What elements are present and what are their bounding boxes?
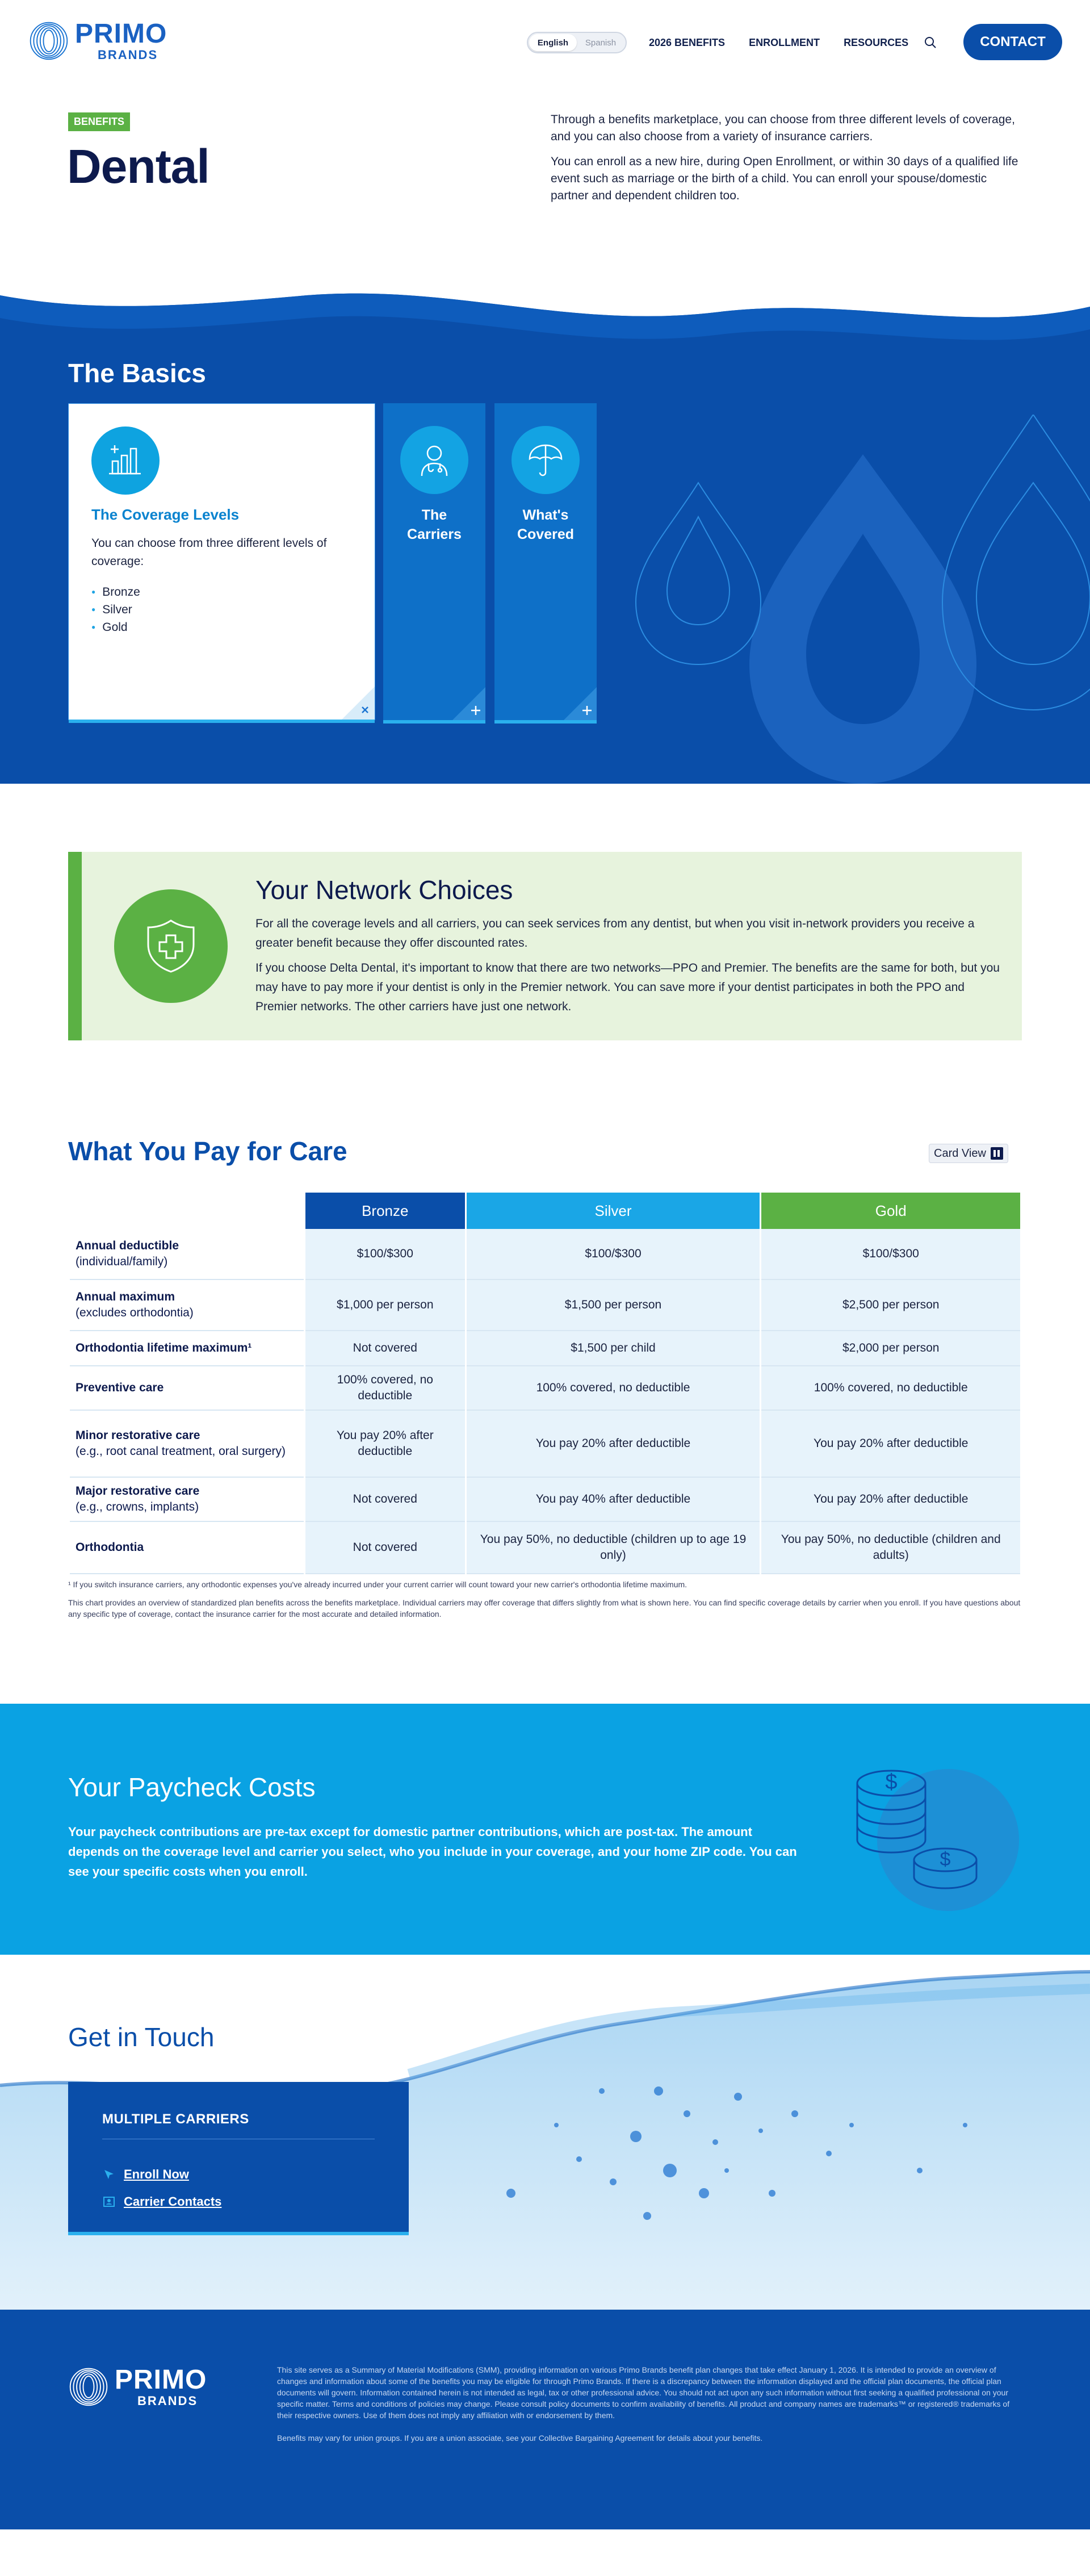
row-label (70, 1331, 304, 1366)
site-header (0, 0, 1090, 85)
table-cell: $100/$300 (761, 1229, 1020, 1280)
paycheck-text: Your paycheck contributions are pre-tax except for domestic partner contributions, which are post-tax. The amount depends on the coverage level and carrier you select, who you include in your coverage, and your home ZIP code. You can see your specific costs when you enroll. (68, 1825, 797, 1879)
table-cell: Not covered (305, 1331, 465, 1366)
pay-title: What You Pay for Care (68, 1136, 347, 1166)
row-label-title: Preventive care (76, 1381, 164, 1394)
table-cell: $1,000 per person (305, 1280, 465, 1331)
disclaimer-paragraph: Benefits may vary for union groups. If you are a union associate, see your Collective Bargaining Agreement for details about your benefits. (277, 2433, 763, 2443)
table-cell: You pay 50%, no deductible (children up to age 19 only) (467, 1522, 760, 1574)
coverage-card-desc: You can choose from three different levels of coverage: (91, 537, 327, 568)
nav-2026-benefits[interactable]: 2026 BENEFITS (649, 37, 726, 48)
water-drops-decoration (624, 415, 1090, 784)
row-label-title: Annual maximum (76, 1290, 175, 1303)
table-body (70, 1229, 1020, 1574)
table-corner (70, 1193, 304, 1229)
row-label-title: Major restorative care (76, 1484, 200, 1498)
language-toggle[interactable] (527, 32, 627, 53)
hero-section (0, 85, 1090, 273)
table-cell: You pay 50%, no deductible (children and adults) (761, 1522, 1020, 1574)
contact-section (0, 1955, 1090, 2310)
coins-icon (840, 1743, 1028, 1925)
primo-brands-logo[interactable] (27, 19, 167, 62)
close-icon[interactable] (342, 687, 375, 720)
table-cell: You pay 20% after deductible (305, 1411, 465, 1478)
lang-english[interactable]: English (529, 34, 577, 51)
network-callout (68, 852, 1022, 1040)
card-accent (383, 720, 485, 724)
pay-section (0, 1136, 1090, 1704)
cursor-click-icon (102, 2168, 116, 2181)
table-row (70, 1478, 1020, 1522)
coverage-levels-card[interactable] (68, 403, 375, 720)
enroll-now-label: Enroll Now (124, 2167, 189, 2181)
lang-spanish[interactable]: Spanish (585, 37, 617, 48)
row-label-sub: (e.g., root canal treatment, oral surgery) (76, 1445, 286, 1458)
footnote: ¹ If you switch insurance carriers, any orthodontic expenses you've already incurred under your current carrier will count toward your new carrier's orthodontia lifetime maximum. (68, 1580, 687, 1589)
table-row (70, 1411, 1020, 1478)
basics-title: The Basics (68, 358, 206, 388)
brand-name: PRIMO (75, 19, 167, 49)
search-button[interactable] (921, 33, 940, 52)
column-header-gold: Gold (761, 1193, 1020, 1229)
table-cell: You pay 20% after deductible (761, 1411, 1020, 1478)
row-label (70, 1280, 304, 1331)
row-label-sub: (excludes orthodontia) (76, 1306, 194, 1319)
table-cell: $100/$300 (467, 1229, 760, 1280)
disclaimer-paragraph: This site serves as a Summary of Material Modifications (SMM), providing information on various Primo Brands benefit plan changes that take effect January 1, 2026. It is intended to provide an overview of changes and information about some of the benefits you may be eligible for through Primo Brands. If there is a discrepancy between the information displayed and the official plan documents, the official plan documents will govern. Information contained herein is not intended as legal, tax or other professional advice. You should not act upon any such information without first seeking a qualified professional on your specific matter. Terms and conditions of policies may change. Please consult policy documents to confirm availability of benefits. All product and company names are trademarks™ or registered® trademarks of their respective owners. Use of them does not imply any affiliation with or endorsement by them. (277, 2365, 1010, 2420)
coverage-card-title: The Coverage Levels (91, 506, 240, 523)
carriers-box-title: MULTIPLE CARRIERS (102, 2111, 249, 2127)
table-cell: You pay 20% after deductible (467, 1411, 760, 1478)
box-accent (68, 2232, 409, 2235)
table-cell: You pay 40% after deductible (467, 1478, 760, 1522)
network-text (255, 914, 1005, 1017)
whats-covered-card-label: What's Covered (517, 507, 575, 542)
column-header-bronze: Bronze (305, 1193, 465, 1229)
shield-icon (114, 889, 228, 1003)
chart-icon (91, 426, 160, 495)
svg-text:$: $ (940, 1849, 951, 1870)
footer-logo[interactable] (67, 2365, 207, 2408)
row-label-title: Orthodontia (76, 1541, 144, 1554)
footnote: This chart provides an overview of standardized plan benefits across the benefits marketplace. Individual carriers may offer coverage that differs slightly from what is shown here. You can find specific coverage details by carrier when you enroll. If you have questions about any specific type of coverage, contact the insurance carrier for the most accurate and detailed information. (68, 1598, 1021, 1619)
carriers-card-label: The Carriers (407, 507, 462, 542)
coverage-table (68, 1193, 1022, 1574)
table-row (70, 1366, 1020, 1411)
coverage-level-list (91, 583, 140, 636)
contact-title: Get in Touch (68, 2022, 215, 2052)
brand-name: PRIMO (115, 2365, 207, 2395)
carrier-contacts-link[interactable] (102, 2194, 221, 2209)
table-cell: You pay 20% after deductible (761, 1478, 1020, 1522)
list-item: ● Bronze (91, 583, 140, 601)
plus-icon[interactable] (452, 687, 485, 720)
table-cell: 100% covered, no deductible (305, 1366, 465, 1411)
main-nav (649, 33, 908, 52)
paycheck-section (0, 1704, 1090, 1955)
doctor-icon (400, 426, 468, 494)
table-row (70, 1522, 1020, 1574)
table-row (70, 1280, 1020, 1331)
plus-icon[interactable] (564, 687, 597, 720)
row-label-title: Minor restorative care (76, 1429, 200, 1442)
row-label (70, 1411, 304, 1478)
card-view-toggle[interactable] (929, 1144, 1008, 1163)
row-label (70, 1522, 304, 1574)
row-label (70, 1366, 304, 1411)
section-badge: BENEFITS (68, 112, 130, 131)
page-title: Dental (67, 140, 209, 193)
svg-text:$: $ (885, 1770, 898, 1794)
table-cell: $1,500 per child (467, 1331, 760, 1366)
table-row (70, 1229, 1020, 1280)
table-cell: $2,000 per person (761, 1331, 1020, 1366)
table-cell: $100/$300 (305, 1229, 465, 1280)
primo-swirl-icon (27, 19, 70, 62)
paycheck-title: Your Paycheck Costs (68, 1772, 316, 1802)
primo-swirl-icon (67, 2365, 110, 2408)
brand-subname: BRANDS (137, 2394, 198, 2408)
whats-covered-card[interactable] (494, 403, 597, 720)
table-cell: Not covered (305, 1478, 465, 1522)
table-cell: $1,500 per person (467, 1280, 760, 1331)
card-view-icon (991, 1147, 1003, 1160)
contact-button[interactable]: CONTACT (963, 24, 1062, 60)
footer-disclaimer (277, 2364, 1026, 2444)
enroll-now-link[interactable] (102, 2167, 189, 2182)
hero-intro (551, 111, 1022, 204)
search-icon (924, 36, 937, 49)
brand-subname: BRANDS (98, 48, 158, 62)
hero-paragraph: Through a benefits marketplace, you can choose from three different levels of coverage, and you can also choose from a variety of insurance carriers. (551, 113, 1015, 143)
table-cell: $2,500 per person (761, 1280, 1020, 1331)
contact-card-icon (102, 2195, 116, 2209)
card-accent (494, 720, 597, 724)
list-item: ● Silver (91, 601, 140, 618)
carriers-card[interactable] (383, 403, 485, 720)
row-label (70, 1229, 304, 1280)
hero-paragraph: You can enroll as a new hire, during Open Enrollment, or within 30 days of a qualified life event such as marriage or the birth of a child. You can enroll your spouse/domestic partner and dependent children too. (551, 155, 1018, 202)
network-title: Your Network Choices (255, 875, 513, 905)
carrier-contacts-label: Carrier Contacts (124, 2194, 222, 2209)
column-header-silver: Silver (467, 1193, 760, 1229)
table-row (70, 1331, 1020, 1366)
umbrella-icon (512, 426, 580, 494)
network-paragraph: For all the coverage levels and all carriers, you can seek services from any dentist, but when you visit in-network providers you receive a greater benefit because they offer discounted rates. (255, 917, 975, 950)
list-item: ● Gold (91, 618, 140, 636)
multiple-carriers-box (68, 2082, 409, 2232)
row-label-sub: (individual/family) (76, 1255, 168, 1268)
network-section (0, 784, 1090, 1136)
table-cell: 100% covered, no deductible (467, 1366, 760, 1411)
basics-section (0, 273, 1090, 784)
card-view-label: Card View (934, 1147, 986, 1160)
table-cell: 100% covered, no deductible (761, 1366, 1020, 1411)
site-footer (0, 2310, 1090, 2529)
row-label (70, 1478, 304, 1522)
nav-enrollment[interactable]: ENROLLMENT (749, 37, 820, 48)
nav-resources[interactable]: RESOURCES (844, 37, 909, 48)
network-paragraph: If you choose Delta Dental, it's important to know that there are two networks—PPO and Premier. The benefits are the same for both, but you may have to pay more if your dentist is only in the Premier network. You can save more if your dentist participates in both the PPO and Premier networks. The other carriers have just one network. (255, 961, 1000, 1013)
row-label-title: Orthodontia lifetime maximum¹ (76, 1341, 252, 1354)
row-label-title: Annual deductible (76, 1239, 179, 1252)
table-cell: Not covered (305, 1522, 465, 1574)
table-footnotes (68, 1579, 1022, 1620)
row-label-sub: (e.g., crowns, implants) (76, 1500, 199, 1513)
card-accent (69, 720, 375, 723)
